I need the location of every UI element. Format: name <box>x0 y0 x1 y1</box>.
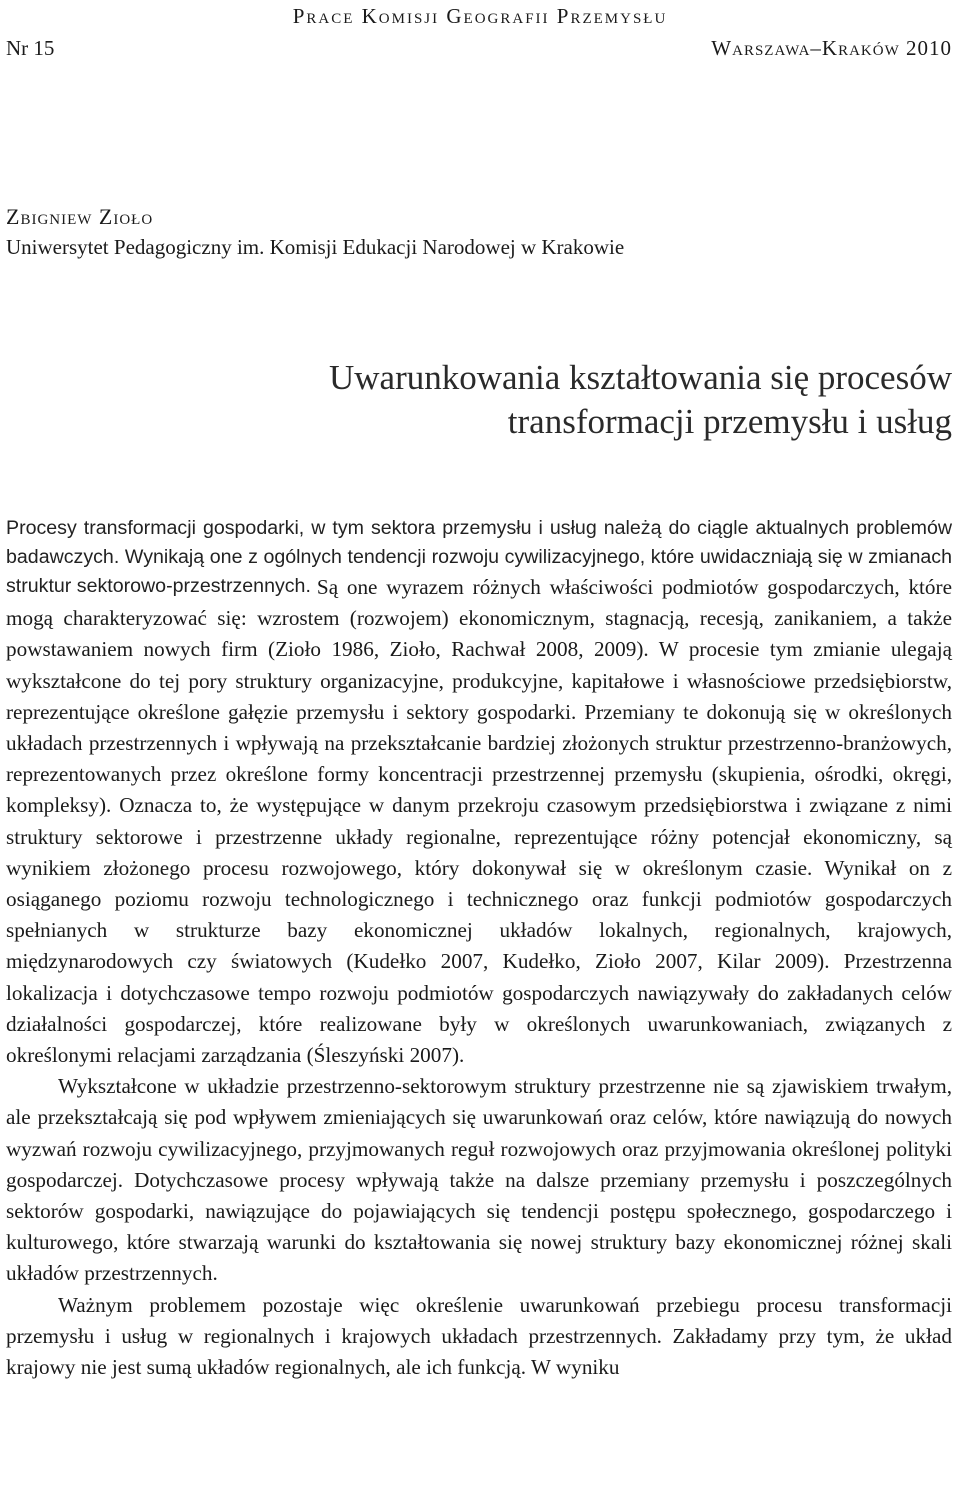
journal-title: Prace Komisji Geografii Przemysłu <box>292 4 668 28</box>
author-affiliation: Uniwersytet Pedagogiczny im. Komisji Edukacji Narodowej w Krakowie <box>6 235 625 259</box>
paragraph-1: Są one wyrazem różnych właściwości podmiotów gospodarczych, które mogą charakteryzować się: wzrostem (rozwojem) ekonomicznym, stagnacją, recesją, zanikaniem, a także powstawaniem nowych firm (Zioło 1986, Zioło, Rachwał 2008, 2009). W procesie tym zmianie ulegają wykształcone do tej pory struktury organizacyjne, produkcyjne, kapitałowe i własnościowe przedsiębiorstw, reprezentujące określone gałęzie przemysłu i sektory gospodarki. Przemiany te dokonują się w określonych układach przestrzennych i wpływają na przekształcanie bardziej złożonych struktur przestrzenno-branżowych, reprezentowanych przez określone formy koncentracji przestrzennej przemysłu (skupienia, ośrodki, okręgi, kompleksy). Oznacza to, że występujące w danym przekroju czasowym przedsiębiorstwa i związane z nimi struktury sektorowe i przestrzenne układy regionalne, reprezentujące różny potencjał ekonomiczny, są wynikiem złożonego procesu rozwojowego, który dokonywał się w określonym czasie. Wynikał on z osiąganego poziomu rozwoju technologicznego i technicznego oraz funkcji podmiotów gospodarczych spełnianych w strukturze bazy ekonomicznej układów lokalnych, regionalnych, krajowych, międzynarodowych czy światowych (Kudełko 2007, Kudełko, Zioło 2007, Kilar 2009). Przestrzenna lokalizacja i dotychczasowe tempo rozwoju podmiotów gospodarczych nawiązywały do zakładanych celów działalności gospodarczej, które realizowane były w określonych uwarunkowaniach, związanych z określonymi relacjami zarządzania (Śleszyński 2007). <box>6 575 952 1068</box>
author-name: Zbigniew Zioło <box>6 204 154 229</box>
article-title <box>329 356 952 444</box>
issue-row <box>6 36 952 61</box>
article-title-line-1: Uwarunkowania kształtowania się procesów <box>329 358 952 397</box>
article-title-line-2: transformacji przemysłu i usług <box>507 402 952 441</box>
paragraph-2: Wykształcone w układzie przestrzenno-sektorowym struktury przestrzenne nie są zjawiskiem trwałym, ale przekształcają się pod wpływem zmieniających się uwarunkowań oraz celów, które nawiązują do nowych wyzwań rozwoju cywilizacyjnego, przyjmowanych reguł rozwojowych oraz przyjmowania określonej polityki gospodarczej. Dotychczasowe procesy wpływają także na dalsze przemiany przemysłu i poszczególnych sektorów gospodarki, nawiązujące do pojawiających się tendencji postępu społecznego, gospodarczego i kulturowego, które stwarzają warunki do kształtowania się nowej struktury bazy ekonomicznej różnej skali układów przestrzennych. <box>6 1074 952 1286</box>
issue-number: Nr 15 <box>6 36 55 60</box>
article-body <box>6 572 952 1383</box>
abstract: Procesy transformacji gospodarki, w tym sektora przemysłu i usług należą do ciągle aktualnych problemów badawczych. Wynikają one z ogólnych tendencji rozwoju cywilizacyjnego, które uwidaczniają się w zmianach struktur sektorowo-przestrzennych. <box>6 517 952 597</box>
issue-place-year: Warszawa–Kraków 2010 <box>711 36 952 60</box>
paragraph-3: Ważnym problemem pozostaje więc określenie uwarunkowań przebiegu procesu transformacji przemysłu i usług w regionalnych i krajowych układach przestrzennych. Zakładamy przy tym, że układ krajowy nie jest sumą układów regionalnych, ale ich funkcją. W wyniku <box>6 1292 952 1380</box>
